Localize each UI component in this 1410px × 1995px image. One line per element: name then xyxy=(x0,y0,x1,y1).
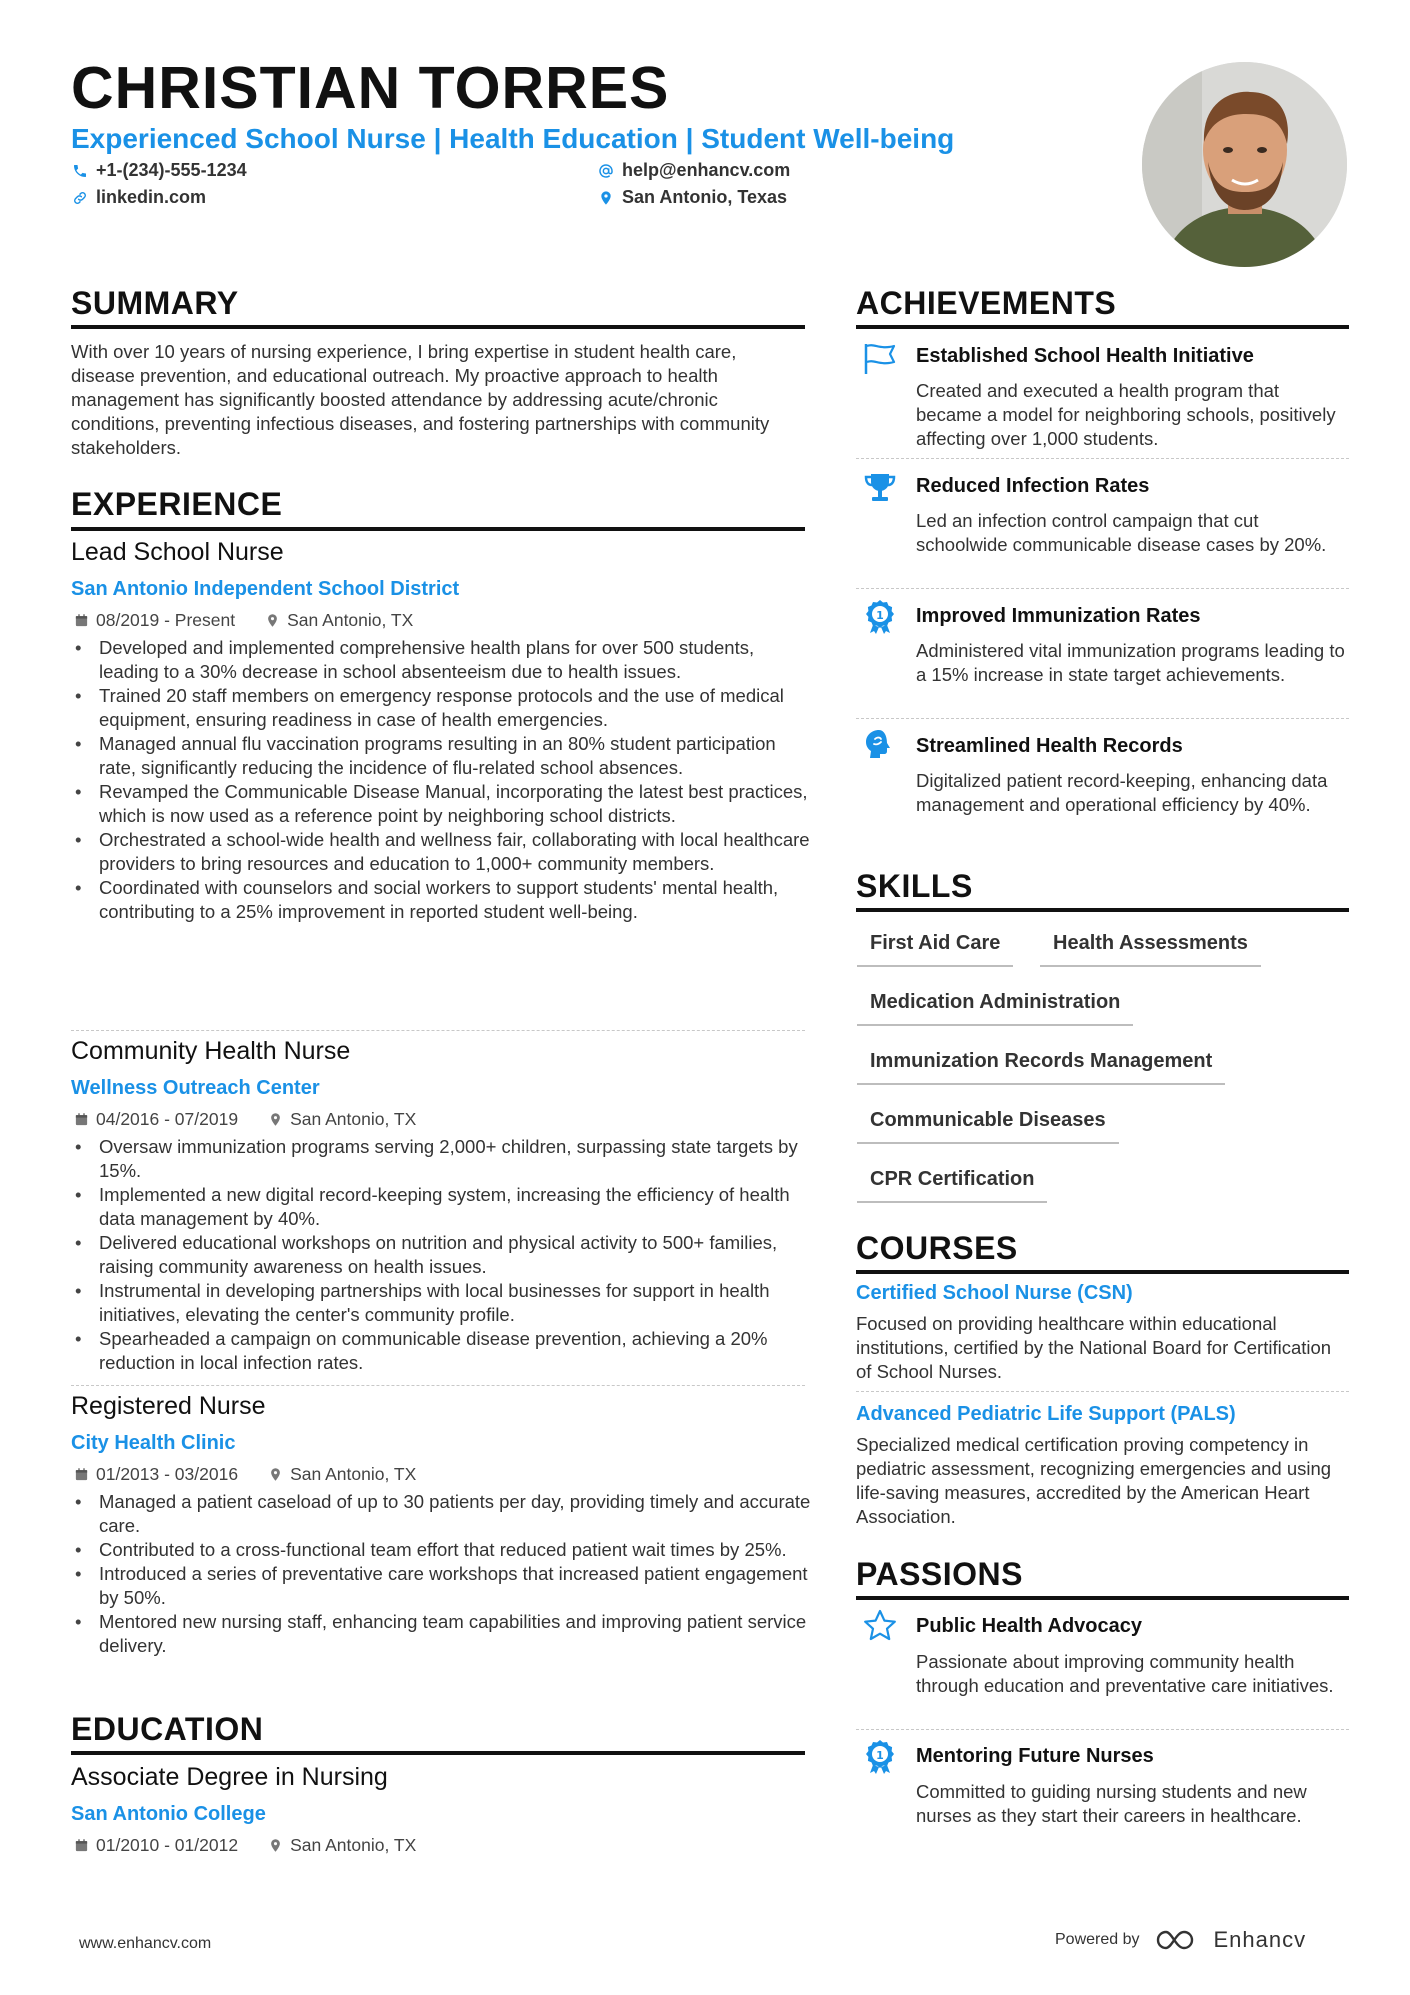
skill-tag: CPR Certification xyxy=(857,1168,1047,1203)
job-bullets xyxy=(71,1135,811,1375)
divider xyxy=(71,1385,805,1386)
skills-rule xyxy=(856,908,1349,912)
divider xyxy=(856,718,1349,719)
list-item: • Trained 20 staff members on emergency response protocols and the use of medical equipment, ensuring readiness in case of health emergencies. xyxy=(71,684,811,732)
achievement-title: Established School Health Initiative xyxy=(916,345,1254,367)
skill-tag: Communicable Diseases xyxy=(857,1109,1119,1144)
flag-icon xyxy=(862,340,898,376)
list-item: • Mentored new nursing staff, enhancing team capabilities and improving patient service delivery. xyxy=(71,1610,811,1658)
calendar-icon xyxy=(74,613,89,628)
achievement-desc: Administered vital immunization programs leading to a 15% increase in state target achievements. xyxy=(916,640,1345,685)
divider xyxy=(856,1729,1349,1730)
skill-tag: Medication Administration xyxy=(857,991,1133,1026)
summary-rule xyxy=(71,325,805,329)
list-item: • Delivered educational workshops on nutrition and physical activity to 500+ families, raising community awareness on health issues. xyxy=(71,1231,811,1279)
candidate-headline: Experienced School Nurse | Health Education | Student Well-being xyxy=(71,123,955,154)
powered-by-label: Powered by xyxy=(1055,1931,1140,1948)
list-item: • Implemented a new digital record-keeping system, increasing the efficiency of health data management by 40%. xyxy=(71,1183,811,1231)
experience-rule xyxy=(71,527,805,531)
school-name: San Antonio College xyxy=(71,1803,266,1825)
location-pin-icon xyxy=(265,613,280,628)
course-title: Certified School Nurse (CSN) xyxy=(856,1282,1133,1304)
list-item: • Introduced a series of preventative care workshops that increased patient engagement by 50%. xyxy=(71,1562,811,1610)
medal-icon xyxy=(862,598,898,634)
svg-text:1: 1 xyxy=(876,609,884,622)
calendar-icon xyxy=(74,1838,89,1853)
location-pin-icon xyxy=(268,1112,283,1127)
education-dates: 01/2010 - 01/2012 xyxy=(96,1835,239,1855)
education-location: San Antonio, TX xyxy=(290,1835,417,1855)
list-item: • Revamped the Communicable Disease Manual, incorporating the latest best practices, which is now used as a reference point by neighboring school districts. xyxy=(71,780,811,828)
location-contact xyxy=(598,187,787,208)
list-item: • Orchestrated a school-wide health and wellness fair, collaborating with local healthcare providers to bring resources and education to 1,000+ community members. xyxy=(71,828,811,876)
job-bullets xyxy=(71,636,811,924)
phone-text: +1-(234)-555-1234 xyxy=(96,160,247,180)
list-item: • Developed and implemented comprehensive health plans for over 500 students, leading to a 30% decrease in school absenteeism due to health issues. xyxy=(71,636,811,684)
location-text: San Antonio, Texas xyxy=(622,187,788,207)
passions-heading: PASSIONS xyxy=(856,1556,1023,1592)
job-location: San Antonio, TX xyxy=(290,1109,417,1129)
job-dates: 01/2013 - 03/2016 xyxy=(96,1464,239,1484)
job-location: San Antonio, TX xyxy=(290,1464,417,1484)
list-item: • Coordinated with counselors and social workers to support students' mental health, contributing to a 25% improvement in reported student well-being. xyxy=(71,876,811,924)
skill-tag: Immunization Records Management xyxy=(857,1050,1225,1085)
list-item: • Spearheaded a campaign on communicable disease prevention, achieving a 20% reduction in local infection rates. xyxy=(71,1327,811,1375)
job-title: Community Health Nurse xyxy=(71,1037,351,1065)
job-meta xyxy=(74,1109,446,1130)
phone-icon xyxy=(72,163,88,179)
divider xyxy=(856,1391,1349,1392)
summary-text: With over 10 years of nursing experience, I bring expertise in student health care, disease prevention, and educational outreach. My proactive approach to health management has significantly boosted attendance by addressing acute/chronic conditions, preventing infectious diseases, and fostering partnerships with community stakeholders. xyxy=(71,341,770,458)
skill-tag: First Aid Care xyxy=(857,932,1013,967)
at-icon xyxy=(598,163,614,179)
divider xyxy=(71,1030,805,1031)
job-title: Registered Nurse xyxy=(71,1392,266,1420)
course-desc: Specialized medical certification proving competency in pediatric assessment, recognizing emergencies and using life-saving measures, accredited by the American Heart Association. xyxy=(856,1434,1332,1527)
divider xyxy=(856,458,1349,459)
passion-title: Mentoring Future Nurses xyxy=(916,1745,1154,1767)
location-pin-icon xyxy=(268,1838,283,1853)
company-name: San Antonio Independent School District xyxy=(71,578,460,600)
achievements-heading: ACHIEVEMENTS xyxy=(856,285,1117,321)
achievement-title: Improved Immunization Rates xyxy=(916,605,1201,627)
list-item: • Contributed to a cross-functional team effort that reduced patient wait times by 25%. xyxy=(71,1538,811,1562)
education-meta xyxy=(74,1835,446,1856)
trophy-icon xyxy=(862,470,898,506)
list-item: • Instrumental in developing partnerships with local businesses for support in health initiatives, elevating the center's community profile. xyxy=(71,1279,811,1327)
company-name: Wellness Outreach Center xyxy=(71,1077,320,1099)
passion-desc: Committed to guiding nursing students and new nurses as they start their careers in healthcare. xyxy=(916,1781,1307,1826)
brand-name: Enhancv xyxy=(1213,1927,1307,1952)
job-title: Lead School Nurse xyxy=(71,538,284,566)
achievement-desc: Created and executed a health program that became a model for neighboring schools, positively affecting over 1,000 students. xyxy=(916,380,1336,449)
course-title: Advanced Pediatric Life Support (PALS) xyxy=(856,1403,1236,1425)
skills-heading: SKILLS xyxy=(856,868,973,904)
skill-tag: Health Assessments xyxy=(1040,932,1261,967)
list-item: • Managed annual flu vaccination programs resulting in an 80% student participation rate, significantly reducing the incidence of flu-related school absences. xyxy=(71,732,811,780)
job-meta xyxy=(74,610,443,631)
footer-website[interactable]: www.enhancv.com xyxy=(79,1935,212,1952)
summary-heading: SUMMARY xyxy=(71,285,239,321)
achievement-desc: Led an infection control campaign that cut schoolwide communicable disease cases by 20%. xyxy=(916,510,1327,555)
experience-heading: EXPERIENCE xyxy=(71,486,283,522)
job-dates: 08/2019 - Present xyxy=(96,610,236,630)
medal-icon xyxy=(862,1738,898,1774)
location-pin-icon xyxy=(268,1467,283,1482)
brain-icon xyxy=(862,727,898,763)
degree-title: Associate Degree in Nursing xyxy=(71,1763,388,1791)
star-icon xyxy=(862,1608,898,1644)
link-icon xyxy=(72,190,88,206)
company-name: City Health Clinic xyxy=(71,1432,236,1454)
job-dates: 04/2016 - 07/2019 xyxy=(96,1109,239,1129)
education-rule xyxy=(71,1751,805,1755)
svg-text:1: 1 xyxy=(876,1749,884,1762)
achievement-title: Streamlined Health Records xyxy=(916,735,1183,757)
achievement-desc: Digitalized patient record-keeping, enhancing data management and operational efficiency by 40%. xyxy=(916,770,1328,815)
enhancv-logo-icon xyxy=(1154,1928,1200,1952)
phone-contact[interactable] xyxy=(72,160,247,181)
email-text: help@enhancv.com xyxy=(622,160,791,180)
passions-rule xyxy=(856,1596,1349,1600)
calendar-icon xyxy=(74,1112,89,1127)
profile-photo xyxy=(1142,62,1347,267)
achievements-rule xyxy=(856,325,1349,329)
achievement-title: Reduced Infection Rates xyxy=(916,475,1150,497)
course-desc: Focused on providing healthcare within educational institutions, certified by the National Board for Certification of School Nurses. xyxy=(856,1313,1332,1382)
candidate-name: CHRISTIAN TORRES xyxy=(71,55,670,121)
courses-heading: COURSES xyxy=(856,1230,1018,1266)
location-pin-icon xyxy=(598,190,614,206)
job-bullets xyxy=(71,1490,811,1658)
portrait-illustration xyxy=(1142,62,1347,267)
divider xyxy=(856,588,1349,589)
calendar-icon xyxy=(74,1467,89,1482)
email-contact[interactable] xyxy=(598,160,790,181)
courses-rule xyxy=(856,1270,1349,1274)
list-item: • Oversaw immunization programs serving 2,000+ children, surpassing state targets by 15%. xyxy=(71,1135,811,1183)
linkedin-text: linkedin.com xyxy=(96,187,207,207)
job-location: San Antonio, TX xyxy=(287,610,414,630)
passion-title: Public Health Advocacy xyxy=(916,1615,1142,1637)
education-heading: EDUCATION xyxy=(71,1711,264,1747)
linkedin-contact[interactable] xyxy=(72,187,206,208)
job-meta xyxy=(74,1464,446,1485)
passion-desc: Passionate about improving community health through education and preventative care initiatives. xyxy=(916,1651,1334,1696)
list-item: • Managed a patient caseload of up to 30 patients per day, providing timely and accurate care. xyxy=(71,1490,811,1538)
footer-branding[interactable] xyxy=(1055,1927,1306,1953)
